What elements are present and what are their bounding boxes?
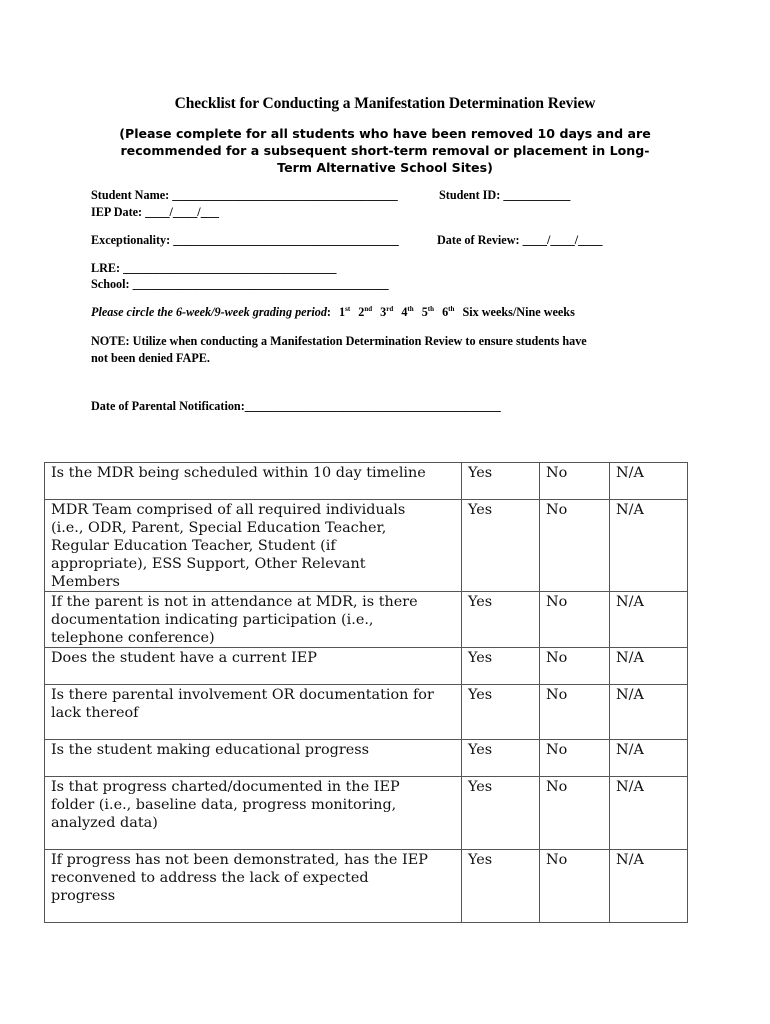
lre-blank[interactable]: ___________________________________ [123, 261, 337, 275]
yes-option[interactable]: Yes [462, 648, 540, 685]
school-field[interactable] [91, 277, 389, 292]
na-option[interactable]: N/A [610, 850, 688, 923]
exceptionality-label: Exceptionality: [91, 233, 171, 247]
no-option[interactable]: No [540, 592, 610, 648]
na-option[interactable]: N/A [610, 777, 688, 850]
instructions-subtitle [88, 125, 682, 176]
table-row [45, 740, 688, 777]
question-line: If the parent is not in attendance at MDR, is there [51, 594, 418, 610]
school-blank[interactable]: __________________________________________ [132, 277, 389, 291]
page-title: Checklist for Conducting a Manifestation Determination Review [174, 95, 596, 112]
table-row [45, 685, 688, 740]
iep-date-blank[interactable]: ____/____/___ [145, 205, 219, 219]
note-line: NOTE: Utilize when conducting a Manifestation Determination Review to ensure students have [91, 334, 587, 348]
lre-label: LRE: [91, 261, 121, 275]
question-line: Members [51, 574, 120, 590]
parental-notification-field[interactable] [91, 399, 501, 414]
question-cell [45, 592, 462, 648]
grading-period-selector [91, 305, 575, 320]
checklist-body [45, 463, 688, 923]
na-option[interactable]: N/A [610, 685, 688, 740]
student-id-label: Student ID: [439, 188, 501, 202]
subtitle-line: Term Alternative School Sites) [277, 160, 493, 175]
grading-period-4[interactable]: 4th [401, 305, 414, 319]
lre-field[interactable] [91, 261, 336, 276]
yes-option[interactable]: Yes [462, 850, 540, 923]
table-row [45, 850, 688, 923]
question-cell [45, 777, 462, 850]
yes-option[interactable]: Yes [462, 685, 540, 740]
question-line: Regular Education Teacher, Student (if [51, 538, 336, 554]
subtitle-line: recommended for a subsequent short-term removal or placement in Long- [120, 143, 650, 158]
question-cell [45, 850, 462, 923]
question-line: reconvened to address the lack of expected [51, 870, 369, 886]
iep-date-label: IEP Date: [91, 205, 143, 219]
student-name-blank[interactable]: _____________________________________ [172, 188, 398, 202]
mdr-checklist-table [44, 462, 688, 923]
student-name-label: Student Name: [91, 188, 170, 202]
question-line: Is there parental involvement OR documentation for [51, 687, 434, 703]
question-line: (i.e., ODR, Parent, Special Education Teacher, [51, 520, 387, 536]
question-line: Does the student have a current IEP [51, 650, 317, 666]
exceptionality-blank[interactable]: _____________________________________ [173, 233, 399, 247]
no-option[interactable]: No [540, 500, 610, 592]
question-cell [45, 740, 462, 777]
grading-period-1[interactable]: 1st [339, 305, 351, 319]
question-cell [45, 500, 462, 592]
grading-period-label: Please circle the 6-week/9-week grading period [91, 305, 327, 319]
question-cell [45, 648, 462, 685]
note-line: not been denied FAPE. [91, 351, 210, 365]
grading-colon: : [326, 305, 331, 319]
grading-period-type[interactable]: Six weeks/Nine weeks [462, 305, 575, 319]
yes-option[interactable]: Yes [462, 500, 540, 592]
table-row [45, 500, 688, 592]
na-option[interactable]: N/A [610, 463, 688, 500]
parental-notification-blank[interactable]: __________________________________________ [244, 399, 501, 413]
iep-date-field[interactable] [91, 205, 219, 220]
question-line: If progress has not been demonstrated, has the IEP [51, 852, 428, 868]
yes-option[interactable]: Yes [462, 740, 540, 777]
question-line: analyzed data) [51, 815, 158, 831]
na-option[interactable]: N/A [610, 500, 688, 592]
question-line: lack thereof [51, 705, 139, 721]
no-option[interactable]: No [540, 777, 610, 850]
question-line: telephone conference) [51, 630, 215, 646]
question-line: Is the MDR being scheduled within 10 day timeline [51, 465, 426, 481]
grading-period-6[interactable]: 6th [442, 305, 455, 319]
question-cell [45, 463, 462, 500]
yes-option[interactable]: Yes [462, 777, 540, 850]
parental-notification-label: Date of Parental Notification: [91, 399, 245, 413]
table-row [45, 777, 688, 850]
student-id-blank[interactable]: ___________ [503, 188, 571, 202]
table-row [45, 648, 688, 685]
question-line: Is that progress charted/documented in the IEP [51, 779, 400, 795]
student-id-field[interactable] [439, 188, 570, 203]
grading-period-3[interactable]: 3rd [380, 305, 394, 319]
date-of-review-field[interactable] [437, 233, 603, 248]
grading-period-2[interactable]: 2nd [358, 305, 373, 319]
subtitle-line: (Please complete for all students who have been removed 10 days and are [119, 126, 651, 141]
question-line: Is the student making educational progress [51, 742, 370, 758]
yes-option[interactable]: Yes [462, 463, 540, 500]
no-option[interactable]: No [540, 648, 610, 685]
table-row [45, 463, 688, 500]
na-option[interactable]: N/A [610, 592, 688, 648]
exceptionality-field[interactable] [91, 233, 399, 248]
no-option[interactable]: No [540, 740, 610, 777]
date-of-review-label: Date of Review: [437, 233, 520, 247]
question-line: progress [51, 888, 116, 904]
no-option[interactable]: No [540, 850, 610, 923]
date-of-review-blank[interactable]: ____/____/____ [522, 233, 603, 247]
table-row [45, 592, 688, 648]
grading-period-5[interactable]: 5th [421, 305, 435, 319]
question-cell [45, 685, 462, 740]
question-line: MDR Team comprised of all required individuals [51, 502, 406, 518]
no-option[interactable]: No [540, 463, 610, 500]
na-option[interactable]: N/A [610, 648, 688, 685]
fape-note [91, 333, 681, 367]
question-line: documentation indicating participation (i.e., [51, 612, 374, 628]
no-option[interactable]: No [540, 685, 610, 740]
question-line: folder (i.e., baseline data, progress monitoring, [51, 797, 397, 813]
yes-option[interactable]: Yes [462, 592, 540, 648]
student-name-field[interactable] [91, 188, 398, 203]
question-line: appropriate), ESS Support, Other Relevant [51, 556, 366, 572]
na-option[interactable]: N/A [610, 740, 688, 777]
school-label: School: [91, 277, 130, 291]
